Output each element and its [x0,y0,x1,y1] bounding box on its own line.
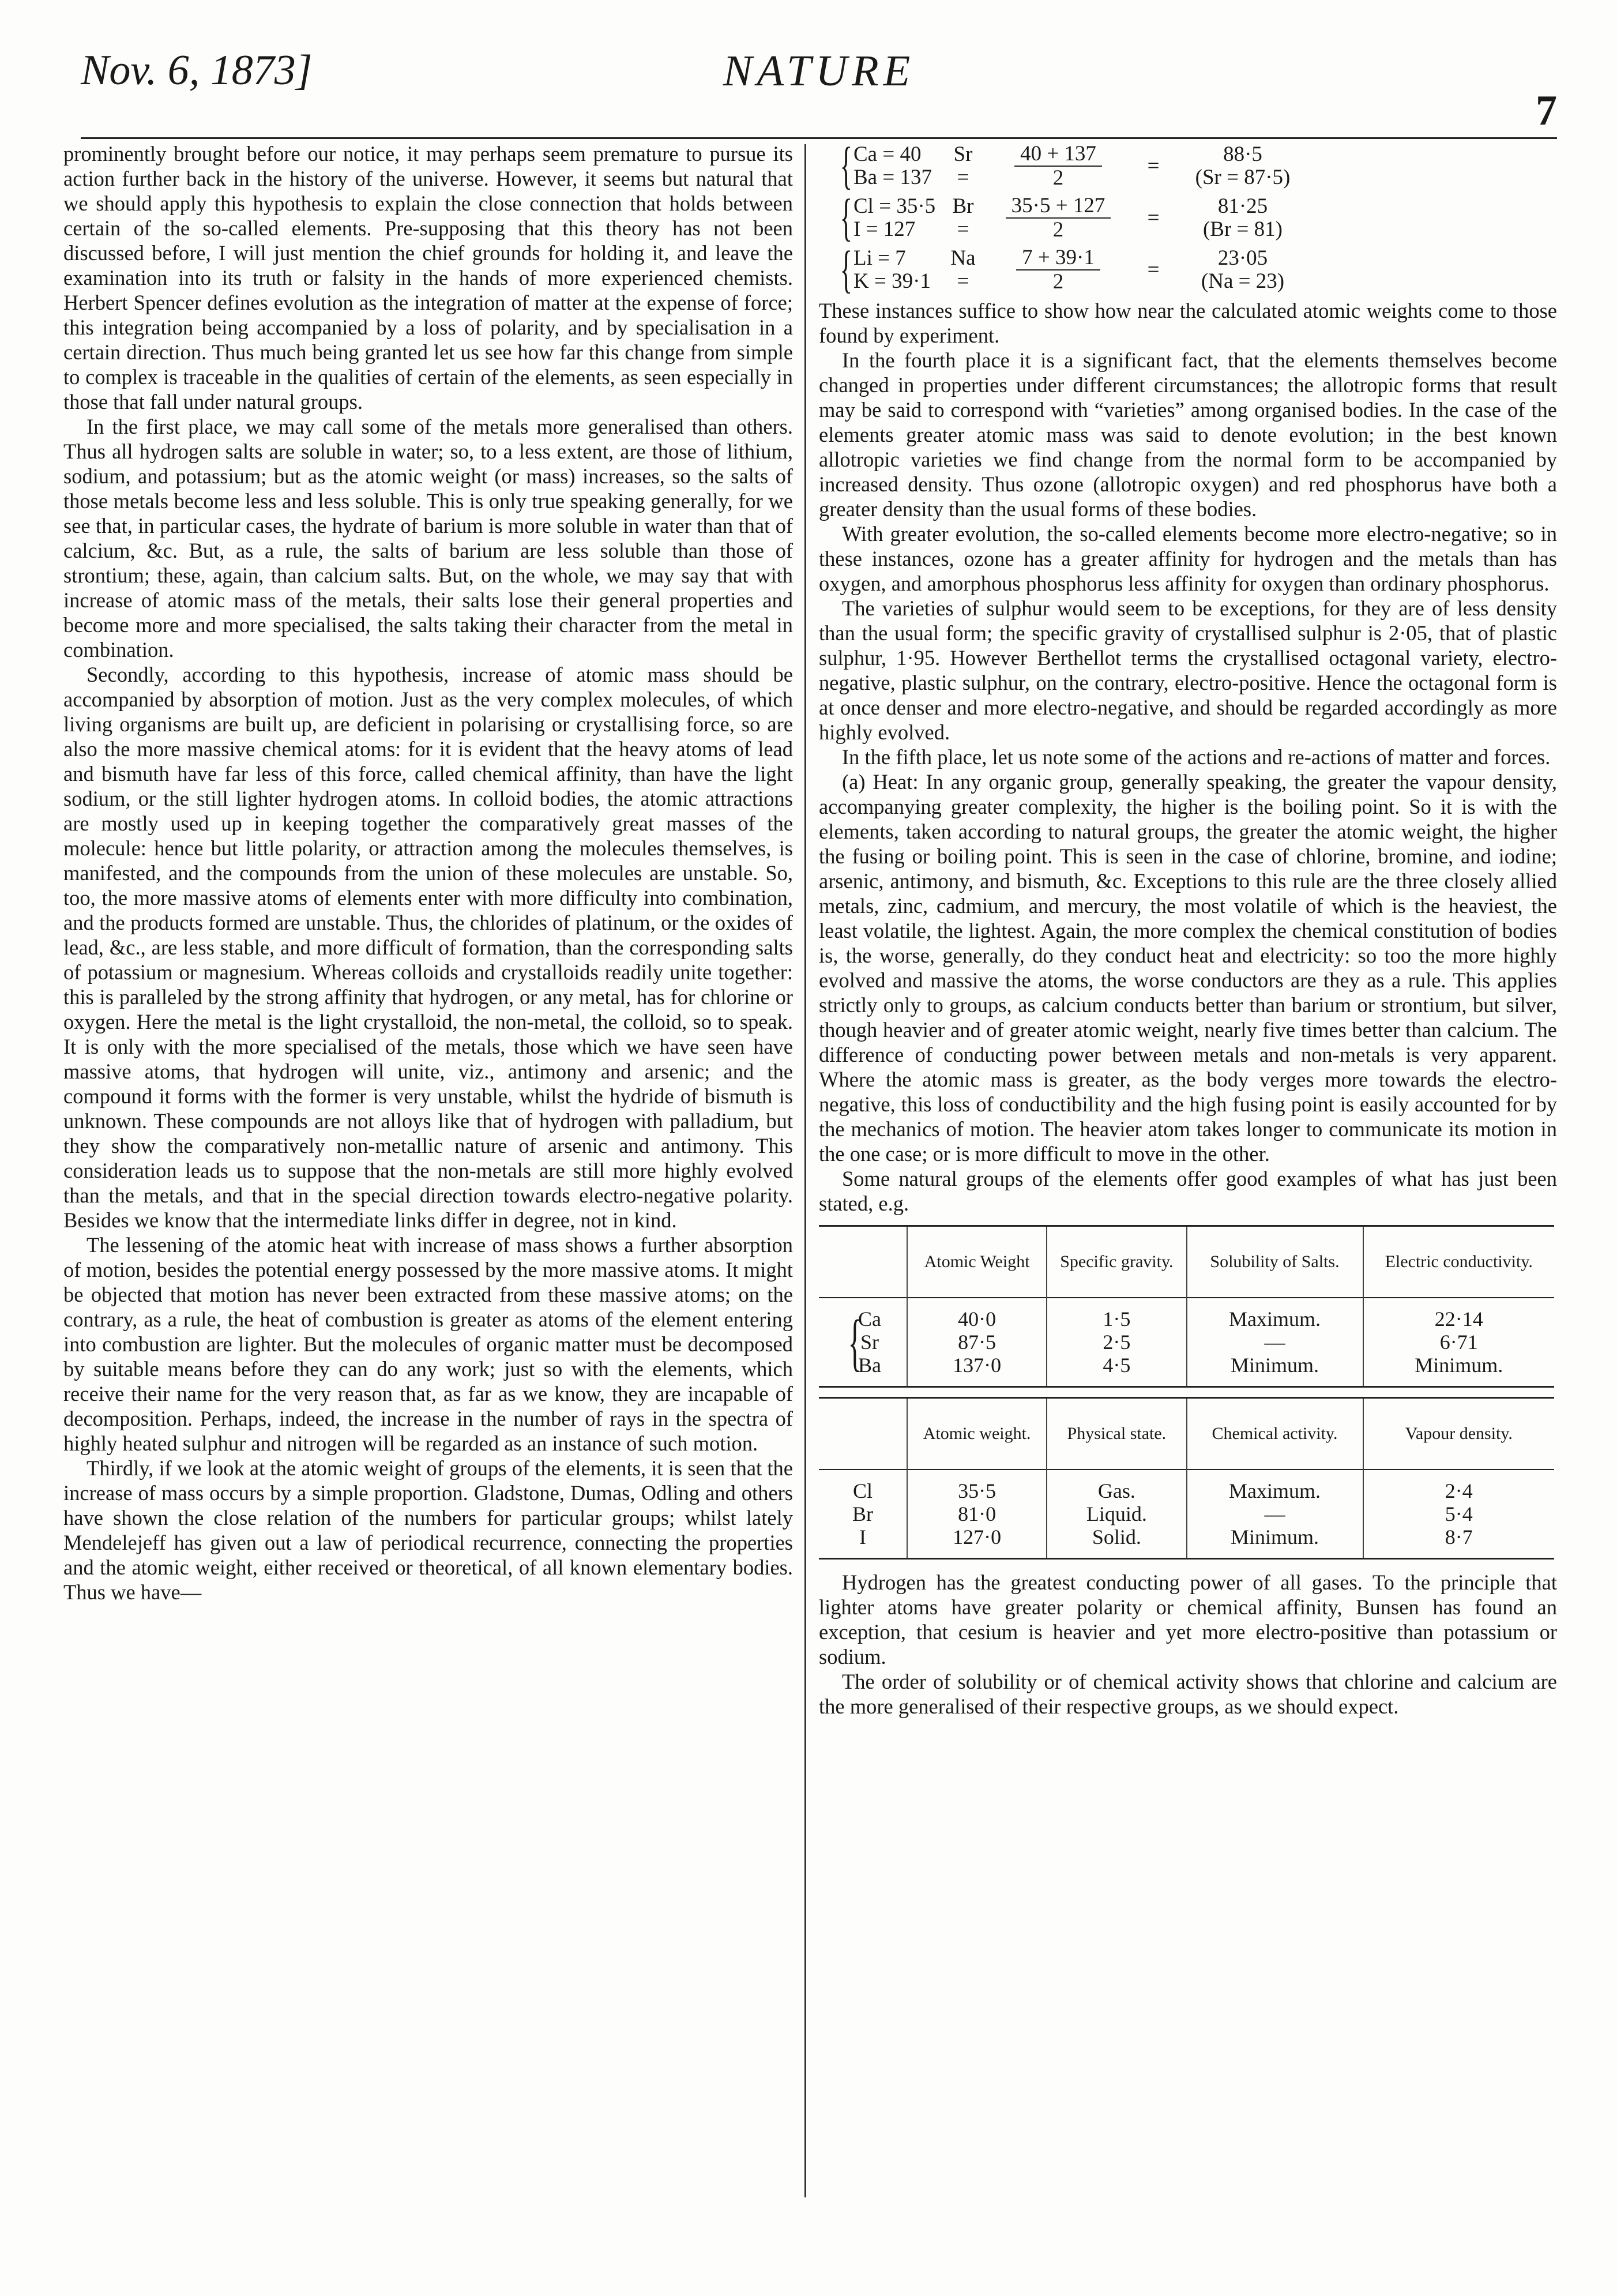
formula-denominator: 2 [1052,166,1064,190]
equals-sign: = [1147,154,1160,178]
formula-term: Cl = 35·5 [853,194,936,218]
formula-term: Li = 7 [853,246,906,270]
paragraph: With greater evolution, the so-called elements become more electro-negative; so in these instances, ozone has a greater affinity for hydrogen and the metals than has oxygen, and amorphous phosphorus less affinity for oxygen than ordinary phosphorus. [819,522,1557,595]
table-value: Minimum. [1415,1354,1503,1377]
paragraph: (a) Heat: In any organic group, generally speaking, the greater the vapour density, accompanying greater complexity, the higher is the boiling point. So it is with the elements, taken according to natural groups, the greater the atomic weight, the higher the fusing or boiling point. This is seen in the case of chlorine, bromine, and iodine; arsenic, antimony, and bismuth, &c. Exceptions to this rule are the three closely allied metals, zinc, cadmium, and mercury, the most volatile of which is the heaviest, the least volatile, the lightest. Again, the more complex the chemical constitution of bodies is, the worse, generally, do they conduct heat and electricity: so too the more highly evolved and massive the atoms, the worse conductors are they as a rule. This applies strictly only to groups, as calcium conducts better than barium or strontium, but silver, though heavier and of greater atomic weight, nearly five times better than calcium. The difference of conducting power between metals and non-metals is very apparent. Where the atomic mass is greater, as the body verges more towards the electro-negative, this loss of conductibility and the high fusing point is easily accounted for by the mechanics of motion. The heavier atom takes longer to communicate its motion in the one case; or is more difficult to move in the other. [819,770,1557,1166]
element-symbol: I [859,1525,866,1549]
column-header [819,1226,907,1298]
column-header: Solubility of Salts. [1187,1226,1363,1298]
table-value: 81·0 [958,1502,996,1525]
table-value: — [1264,1502,1285,1525]
table-value: 87·5 [958,1331,996,1354]
element-cell [819,1298,907,1387]
atomic-weight-cell [907,1298,1047,1387]
formula-found: (Br = 81) [1202,217,1283,241]
formula-found: (Na = 23) [1201,269,1285,293]
paragraph: Secondly, according to this hypothesis, increase of atomic mass should be accompanied by absorption of motion. Just as the very complex molecules, of which living organisms are built up, are deficient in polarising or crystallising force, so are also the more massive chemical atoms: for it is evident that the heavy atoms of lead and bismuth have far less of this force, called chemical affinity, than have the light sodium, or the still lighter hydrogen atoms. In colloid bodies, the atomic attractions are mostly used up in keeping together the comparatively great masses of the molecule: hence but little polarity, or attraction among the molecules themselves, is manifested, and the compounds from the union of these molecules are unstable. So, too, the more massive atoms of elements enter with more difficulty into combination, and the products formed are unstable. Thus, the chlorides of platinum, or the oxides of lead, &c., are less stable, and more difficult of formation, than the corresponding salts of potassium or magnesium. Whereas colloids and crystalloids readily unite together: this is paralleled by the strong affinity that hydrogen, or any metal, has for chlorine or oxygen. Here the metal is the light crystalloid, the non-metal, the colloid, so to speak. It is only with the more specialised of the metals, those which we have seen have massive atoms, that hydrogen will unite, viz., antimony and arsenic; and the compound it forms with the former is very unstable, whilst the hydride of bismuth is unknown. These compounds are not alloys like that of hydrogen with palladium, but they show the comparatively non-metallic nature of arsenic and antimony. This consideration leads us to suppose that the non-metals are still more highly evolved than the metals, and that in the special direction towards electro-negative polarity. Besides we know that the intermediate links differ in degree, not in kind. [63,663,793,1232]
table-value: 22·14 [1434,1307,1483,1331]
table-value: 6·71 [1439,1331,1478,1354]
table-value: Minimum. [1230,1525,1319,1549]
paragraph: In the fifth place, let us note some of the actions and re-actions of matter and forces. [842,745,1551,769]
page-number: 7 [1536,87,1557,134]
equals-sign: = [1147,258,1160,281]
table-halogens [819,1397,1554,1560]
paragraph: In the fourth place it is a significant fact, that the elements themselves become changed in properties under different circumstances; the allotropic forms that result may be said to correspond with “varieties” among organised bodies. In the case of the elements greater atomic mass was said to denote evolution; in the best known allotropic varieties we find change from the normal form to be accompanied by increased density. Thus ozone (allotropic oxygen) and red phosphorus have both a greater density than the usual forms of these bodies. [819,348,1557,521]
formula-sr [836,137,1557,194]
right-column [819,137,1557,1719]
formula-term: Ca = 40 [853,142,922,166]
column-header: Chemical activity. [1187,1398,1363,1470]
table-alkaline-earths [819,1225,1554,1388]
paragraph: The order of solubility or of chemical activity shows that chlorine and calcium are the more generalised of their respective groups, as we should expect. [819,1670,1557,1718]
element-symbol: Br [852,1502,873,1525]
formula-term: K = 39·1 [853,269,931,293]
table-value: 1·5 [1103,1307,1131,1331]
formula-denominator: 2 [1052,270,1064,294]
column-header: Atomic weight. [907,1398,1047,1470]
table-value: Minimum. [1230,1354,1319,1377]
formula-found: (Sr = 87·5) [1195,166,1291,189]
formula-result: 88·5 [1223,142,1262,166]
journal-title: NATURE [723,47,915,95]
element-symbol: Cl [852,1479,873,1502]
vapour-density-cell [1363,1470,1555,1559]
brace: { [848,1307,862,1377]
page-header [81,40,1557,134]
table-value: Maximum. [1229,1307,1321,1331]
chemical-activity-cell [1187,1470,1363,1559]
table-value: Maximum. [1229,1479,1321,1502]
paragraph: The varieties of sulphur would seem to be exceptions, for they are of less density than the usual form; the specific gravity of crystallised sulphur is 2·05, that of plastic sulphur, 1·95. However Berthellot terms the crystallised octagonal variety, electro-negative, plastic sulphur, on the contrary, electro-positive. Hence the octagonal form is at once denser and more electro-negative, and should be regarded accordingly as more highly evolved. [819,596,1557,744]
table-row [819,1298,1554,1387]
paragraph: Thirdly, if we look at the atomic weight of groups of the elements, it is seen that the increase of mass occurs by a simple proportion. Gladstone, Dumas, Odling and others have shown the close relation of the numbers for particular groups; whilst lately Mendelejeff has given out a law of periodical recurrence, connecting the properties and the atomic weight, either received or theoretical, of all known elementary bodies. Thus we have— [63,1456,793,1604]
formula-na [836,241,1557,298]
physical-state-cell [1047,1470,1186,1559]
left-column [63,141,793,1604]
paragraph: In the first place, we may call some of the metals more generalised than others. Thus all hydrogen salts are soluble in water; so, to a less extent, are those of lithium, sodium, and potassium; but as the atomic weight (or mass) increases, so the salts of those metals become less and less soluble. This is only true speaking generally, for we see that, in particular cases, the hydrate of barium is more soluble in water than that of calcium, &c. But, as a rule, the salts of barium are less soluble than those of strontium; these, again, than calcium salts. But, on the whole, we may say that with increase of atomic mass of the metals, their salts lose their general properties and become more and more specialised, the salts taking their character from the metal in combination. [63,415,793,662]
column-header: Specific gravity. [1047,1226,1186,1298]
column-header: Atomic Weight [907,1226,1047,1298]
formula-result: 23·05 [1217,246,1268,270]
brace: { [840,241,853,298]
specific-gravity-cell [1047,1298,1186,1387]
element-symbol: Ba [858,1354,881,1377]
column-divider [804,144,806,2197]
issue-date: Nov. 6, 1873] [81,47,313,94]
element-symbol: Ca [858,1307,881,1331]
formula-br [836,189,1557,246]
solubility-cell [1187,1298,1363,1387]
brace: { [840,189,853,246]
table-value: — [1264,1331,1285,1354]
table-value: Gas. [1097,1479,1135,1502]
conductivity-cell [1363,1298,1555,1387]
table-value: 8·7 [1445,1525,1473,1549]
brace: { [840,137,853,194]
paragraph: prominently brought before our notice, it may perhaps seem premature to pursue its action further back in the history of the universe. However, it seems but natural that we should apply this hypothesis to explain the close connection that holds between certain of the so-called elements. Pre-supposing that this theory has not been discussed before, I will just mention the chief grounds for holding it, and leave the examination into its truth or falsity in the hands of more experienced chemists. Herbert Spencer defines evolution as the integration of matter at the expense of force; this integration being accompanied by a loss of polarity, and by specialisation in a certain direction. Thus much being granted let us see how far this change from simple to complex is traceable in the qualities of certain of the elements, as seen especially in those that fall under natural groups. [63,142,793,414]
atomic-weight-cell [907,1470,1047,1559]
table-value: 137·0 [953,1354,1002,1377]
column-header: Physical state. [1047,1398,1186,1470]
formula-name: Br = [952,194,974,241]
column-header: Electric conductivity. [1363,1226,1555,1298]
column-header [819,1398,907,1470]
formula-numerator: 7 + 39·1 [1016,246,1100,270]
header-rule [81,137,1557,139]
formula-numerator: 40 + 137 [1014,142,1102,167]
formula-denominator: 2 [1052,218,1064,242]
table-value: Solid. [1092,1525,1141,1549]
table-value: 2·4 [1445,1479,1473,1502]
table-value: 40·0 [958,1307,996,1331]
table-row [819,1470,1554,1559]
paragraph: The lessening of the atomic heat with increase of mass shows a further absorption of motion, besides the potential energy possessed by the more massive atoms. It might be objected that motion has never been extracted from these massive atoms; on the contrary, as a rule, the heat of combustion is greater as atoms of the element entering into combustion are lighter. But the molecules of organic matter must be decomposed by suitable means before they can do any work; just so with the elements, which receive their name for the very reason that, as far as we know, they are incapable of decomposition. Perhaps, indeed, the increase in the number of rays in the spectra of highly heated sulphur and nitrogen will be regarded as an instance of such motion. [63,1233,793,1455]
column-header: Vapour density. [1363,1398,1555,1470]
table-value: 2·5 [1103,1331,1131,1354]
table-value: 35·5 [958,1479,996,1502]
table-value: 4·5 [1103,1354,1131,1377]
paragraph: Hydrogen has the greatest conducting power of all gases. To the principle that lighter atoms have greater polarity or chemical affinity, Bunsen has found an exception, that cesium is heavier and yet more electro-positive than potassium or sodium. [819,1570,1557,1669]
paragraph: These instances suffice to show how near the calculated atomic weights come to those found by experiment. [819,299,1557,347]
element-symbol: Sr [860,1331,879,1354]
table-value: Liquid. [1086,1502,1147,1525]
formula-result: 81·25 [1217,194,1268,218]
table-value: 127·0 [953,1525,1002,1549]
table-header-row [819,1398,1554,1470]
table-header-row [819,1226,1554,1298]
equals-sign: = [1147,206,1160,230]
table-value: 5·4 [1445,1502,1473,1525]
formula-name: Na = [950,246,976,293]
formula-numerator: 35·5 + 127 [1006,194,1111,219]
element-cell [819,1470,907,1559]
formula-term: I = 127 [853,217,916,241]
formula-name: Sr = [953,142,973,189]
paragraph: Some natural groups of the elements offer good examples of what has just been stated, e.g. [819,1167,1557,1215]
formula-term: Ba = 137 [853,166,932,189]
